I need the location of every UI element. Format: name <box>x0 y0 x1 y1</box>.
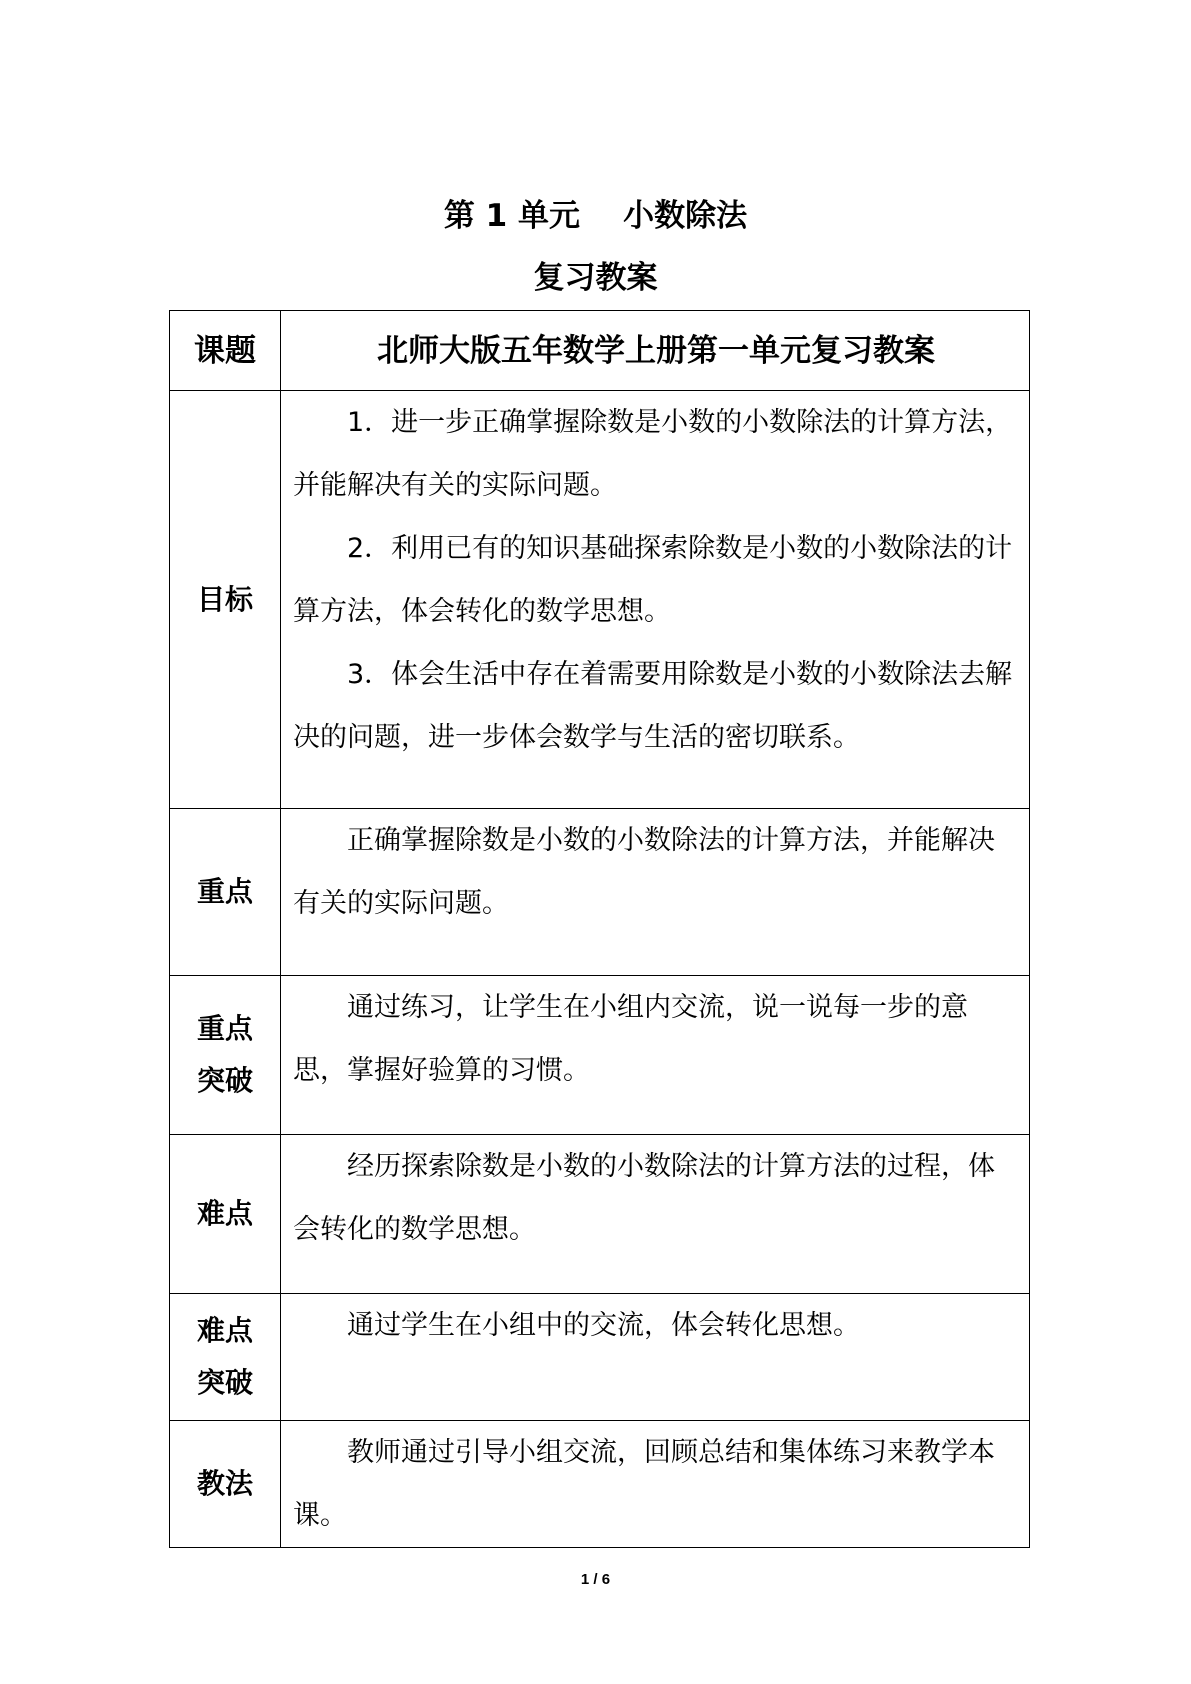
difficulty-content <box>281 1135 1030 1294</box>
key-breakthrough-label <box>170 976 281 1135</box>
difficulty-breakthrough-label-line: 难点 <box>196 1314 253 1347</box>
table-row-topic <box>170 311 1030 391</box>
document-subtitle: 复习教案 <box>533 260 658 296</box>
difficulty-breakthrough-content <box>281 1294 1030 1421</box>
key-breakthrough-text: 通过练习，让学生在小组内交流，说一说每一步的意思，掌握好验算的习惯。 <box>293 992 968 1086</box>
goals-content <box>281 391 1030 809</box>
table-row-key-point <box>170 809 1030 976</box>
difficulty-text: 经历探索除数是小数的小数除法的计算方法的过程，体会转化的数学思想。 <box>293 1151 995 1245</box>
difficulty-breakthrough-label <box>170 1294 281 1421</box>
topic-label: 课题 <box>170 311 281 391</box>
goal-item: 1．进一步正确掌握除数是小数的小数除法的计算方法，并能解决有关的实际问题。 <box>293 407 1013 501</box>
goal-item: 2．利用已有的知识基础探索除数是小数的小数除法的计算方法，体会转化的数学思想。 <box>293 533 1013 627</box>
teaching-method-label: 教法 <box>170 1421 281 1548</box>
key-breakthrough-label-line: 突破 <box>196 1064 253 1097</box>
table-row-difficulty-breakthrough <box>170 1294 1030 1421</box>
key-breakthrough-content <box>281 976 1030 1135</box>
key-point-label: 重点 <box>170 809 281 976</box>
table-row-difficulty <box>170 1135 1030 1294</box>
topic-value: 北师大版五年数学上册第一单元复习教案 <box>281 311 1030 391</box>
page-number: 1 / 6 <box>580 1571 611 1588</box>
document-title: 第 1 单元 小数除法 <box>443 198 748 234</box>
table-row-key-breakthrough <box>170 976 1030 1135</box>
teaching-method-text: 教师通过引导小组交流，回顾总结和集体练习来教学本课。 <box>293 1437 995 1531</box>
teaching-method-content <box>281 1421 1030 1548</box>
key-point-text: 正确掌握除数是小数的小数除法的计算方法，并能解决有关的实际问题。 <box>293 825 995 919</box>
table-row-teaching-method <box>170 1421 1030 1548</box>
goals-label: 目标 <box>170 391 281 809</box>
key-breakthrough-label-line: 重点 <box>196 1012 253 1045</box>
difficulty-breakthrough-text: 通过学生在小组中的交流，体会转化思想。 <box>347 1310 860 1341</box>
difficulty-label: 难点 <box>170 1135 281 1294</box>
key-point-content <box>281 809 1030 976</box>
table-row-goals <box>170 391 1030 809</box>
goal-item: 3．体会生活中存在着需要用除数是小数的小数除法去解决的问题，进一步体会数学与生活的密切联系。 <box>293 659 1013 753</box>
difficulty-breakthrough-label-line: 突破 <box>196 1366 253 1399</box>
lesson-plan-table <box>169 310 1030 1548</box>
